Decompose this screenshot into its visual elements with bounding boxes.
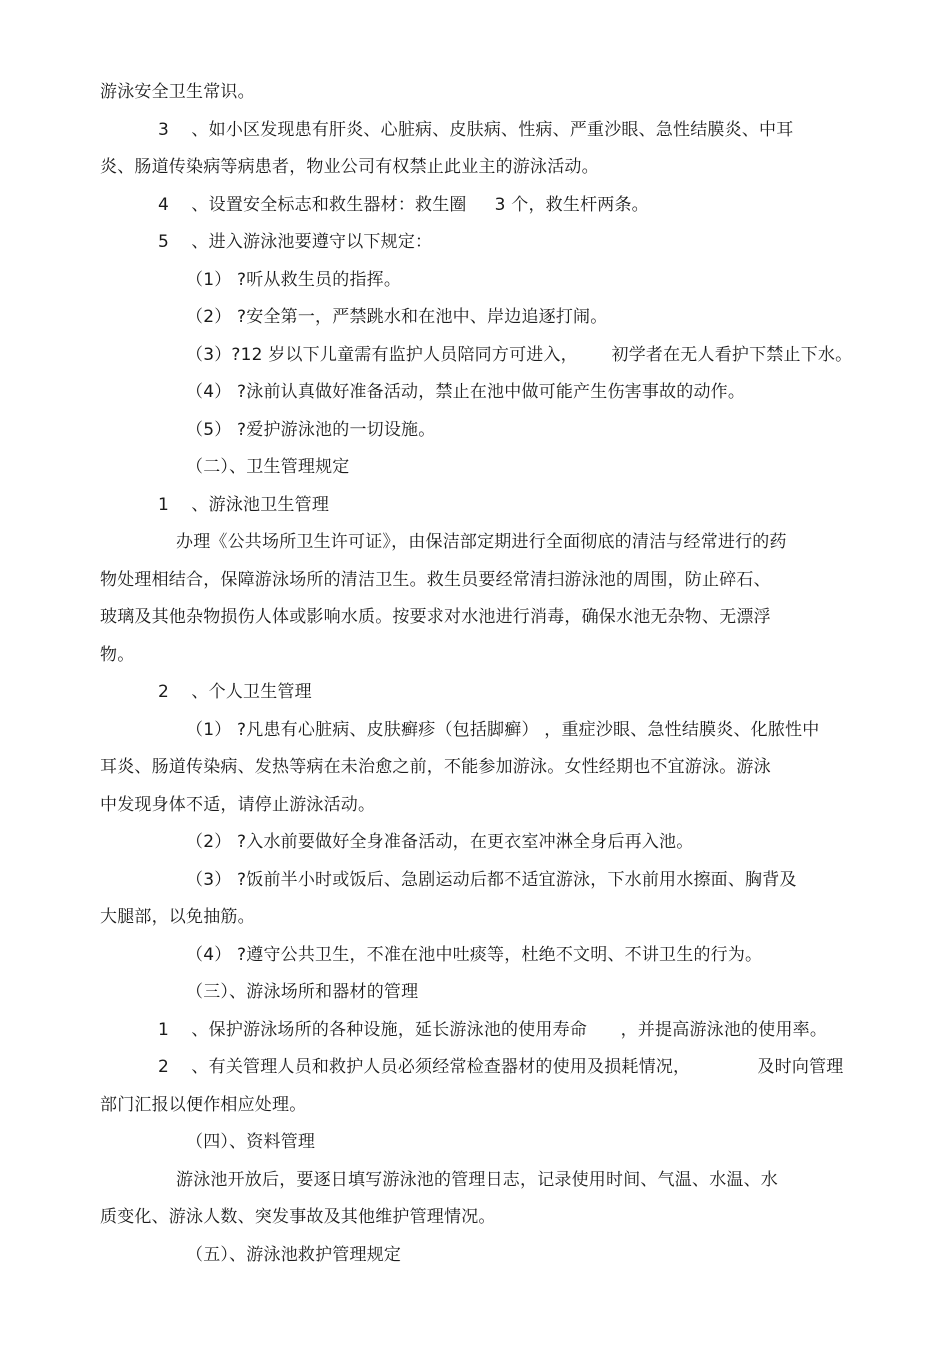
section-heading: （四）、资料管理 [186, 1132, 316, 1152]
text-line: 大腿部，以免抽筋。 [100, 907, 255, 927]
text-line: （1） ?听从救生员的指挥。 [186, 270, 402, 290]
text-line: （3）?12 岁以下儿童需有监护人员陪同方可进入， 初学者在无人看护下禁止下水。 [186, 345, 853, 365]
text-line: 炎、肠道传染病等病患者，物业公司有权禁止此业主的游泳活动。 [100, 157, 599, 177]
text-line: 物。 [100, 645, 135, 665]
section-heading: （三）、游泳场所和器材的管理 [186, 982, 419, 1002]
text-line: 部门汇报以便作相应处理。 [100, 1095, 307, 1115]
text-line: （3） ?饭前半小时或饭后、急剧运动后都不适宜游泳，下水前用水擦面、胸背及 [186, 870, 797, 890]
text-line: 耳炎、肠道传染病、发热等病在未治愈之前，不能参加游泳。女性经期也不宜游泳。游泳 [100, 757, 771, 777]
text-line: 3 、如小区发现患有肝炎、心脏病、皮肤病、性病、严重沙眼、急性结膜炎、中耳 [158, 120, 794, 140]
section-heading: （二）、卫生管理规定 [186, 457, 350, 477]
text-line: 2 、有关管理人员和救护人员必须经常检查器材的使用及损耗情况， 及时向管理 [158, 1057, 844, 1077]
text-line: 2 、个人卫生管理 [158, 682, 312, 702]
text-line: （1） ?凡患有心脏病、皮肤癣疹（包括脚癣） ，重症沙眼、急性结膜炎、化脓性中 [186, 720, 820, 740]
text-line: （2） ?入水前要做好全身准备活动，在更衣室冲淋全身后再入池。 [186, 832, 694, 852]
text-line: 5 、进入游泳池要遵守以下规定： [158, 232, 433, 252]
text-line: 1 、保护游泳场所的各种设施，延长游泳池的使用寿命 ，并提高游泳池的使用率。 [158, 1020, 828, 1040]
text-line: 中发现身体不适，请停止游泳活动。 [100, 795, 376, 815]
text-line: （2） ?安全第一，严禁跳水和在池中、岸边追逐打闹。 [186, 307, 608, 327]
section-heading: （五）、游泳池救护管理规定 [186, 1245, 402, 1265]
text-line: 物处理相结合，保障游泳场所的清洁卫生。救生员要经常清扫游泳池的周围，防止碎石、 [100, 570, 771, 590]
text-line: 办理《公共场所卫生许可证》，由保洁部定期进行全面彻底的清洁与经常进行的药 [176, 532, 787, 552]
text-line: 质变化、游泳人数、突发事故及其他维护管理情况。 [100, 1207, 496, 1227]
text-line: 1 、游泳池卫生管理 [158, 495, 330, 515]
text-line: （5） ?爱护游泳池的一切设施。 [186, 420, 436, 440]
text-line: 游泳池开放后，要逐日填写游泳池的管理日志，记录使用时间、气温、水温、水 [176, 1170, 778, 1190]
text-line: 玻璃及其他杂物损伤人体或影响水质。按要求对水池进行消毒，确保水池无杂物、无漂浮 [100, 607, 771, 627]
text-line: （4） ?遵守公共卫生，不准在池中吐痰等，杜绝不文明、不讲卫生的行为。 [186, 945, 763, 965]
text-line: （4） ?泳前认真做好准备活动，禁止在池中做可能产生伤害事故的动作。 [186, 382, 746, 402]
text-line: 游泳安全卫生常识。 [100, 82, 255, 102]
text-line: 4 、设置安全标志和救生器材：救生圈 3 个，救生杆两条。 [158, 195, 649, 215]
